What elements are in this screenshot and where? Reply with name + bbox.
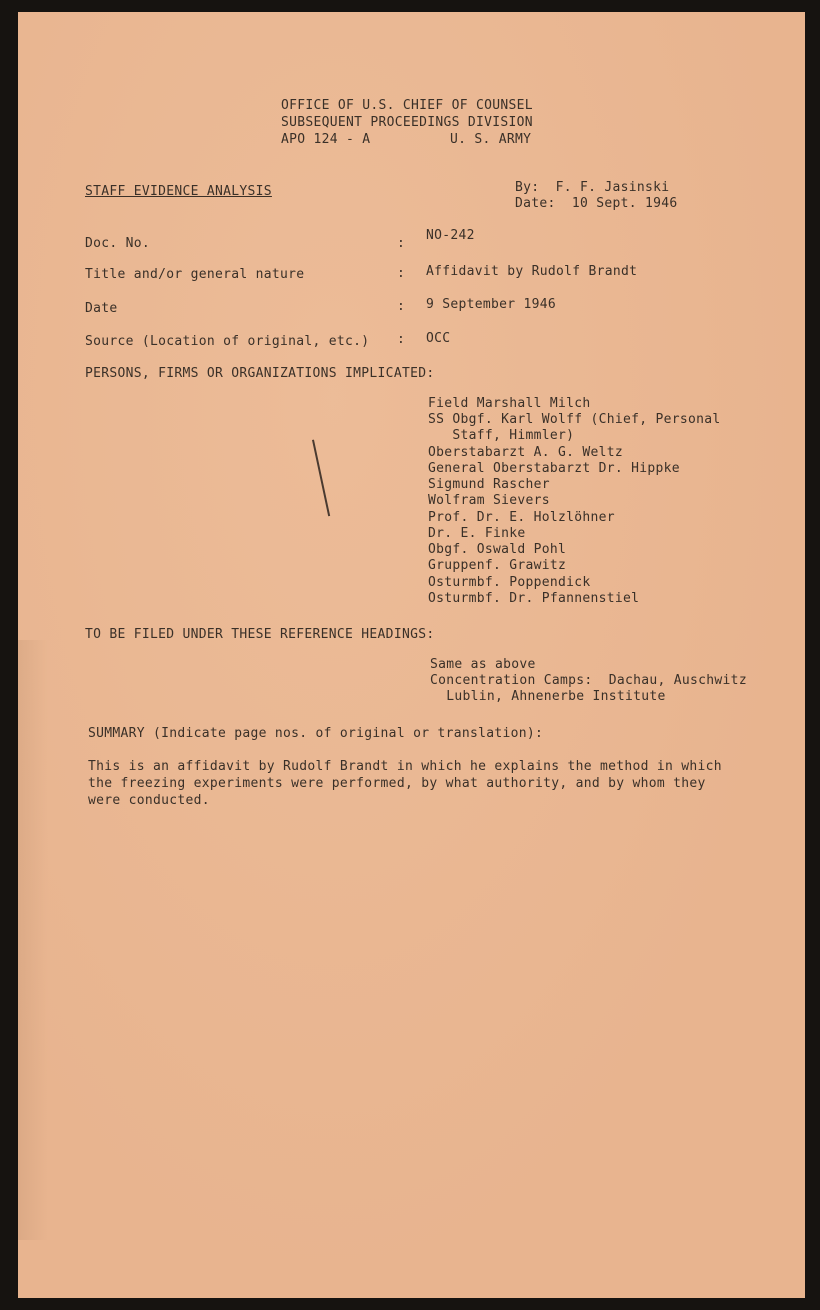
summary-heading: SUMMARY (Indicate page nos. of original or translation): [88,726,544,741]
reference-item: Concentration Camps: Dachau, Auschwitz [430,673,747,688]
paper-shading [18,640,48,1240]
person-item: SS Obgf. Karl Wolff (Chief, Personal [428,412,721,427]
person-item: Oberstabarzt A. G. Weltz [428,445,624,460]
reference-heading: TO BE FILED UNDER THESE REFERENCE HEADINGS: [85,627,435,642]
person-item: Obgf. Oswald Pohl [428,542,567,557]
analysis-title: STAFF EVIDENCE ANALYSIS [85,184,272,199]
header-line-2: SUBSEQUENT PROCEEDINGS DIVISION [281,115,533,130]
person-item: General Oberstabarzt Dr. Hippke [428,461,680,476]
source-sep: : [397,332,406,347]
doc-no-sep: : [397,236,406,251]
summary-line: the freezing experiments were performed, by what authority, and by whom they [88,776,706,791]
persons-heading: PERSONS, FIRMS OR ORGANIZATIONS IMPLICATED: [85,366,435,381]
doc-no-label: Doc. No. [85,236,151,251]
source-value: OCC [426,331,451,346]
summary-line: were conducted. [88,793,210,808]
title-value: Affidavit by Rudolf Brandt [426,264,638,279]
person-item: Osturmbf. Dr. Pfannenstiel [428,591,640,606]
doc-no-value: NO-242 [426,228,475,243]
date-label: Date [85,301,118,316]
header-line-3-left: APO 124 - A [281,132,371,147]
date-sep: : [397,299,406,314]
analyst-by: By: F. F. Jasinski [515,180,670,195]
person-item: Osturmbf. Poppendick [428,575,591,590]
analysis-date: Date: 10 Sept. 1946 [515,196,678,211]
header-line-3-right: U. S. ARMY [450,132,532,147]
date-value: 9 September 1946 [426,297,557,312]
header-line-1: OFFICE OF U.S. CHIEF OF COUNSEL [281,98,533,113]
title-label: Title and/or general nature [85,267,305,282]
person-item: Field Marshall Milch [428,396,591,411]
person-item: Sigmund Rascher [428,477,550,492]
person-item: Staff, Himmler) [428,428,575,443]
summary-line: This is an affidavit by Rudolf Brandt in which he explains the method in which [88,759,722,774]
reference-item: Lublin, Ahnenerbe Institute [430,689,666,704]
reference-item: Same as above [430,657,536,672]
person-item: Dr. E. Finke [428,526,526,541]
document-page [18,12,805,1298]
person-item: Gruppenf. Grawitz [428,558,567,573]
person-item: Wolfram Sievers [428,493,550,508]
title-sep: : [397,266,406,281]
source-label: Source (Location of original, etc.) [85,334,370,349]
person-item: Prof. Dr. E. Holzlöhner [428,510,615,525]
